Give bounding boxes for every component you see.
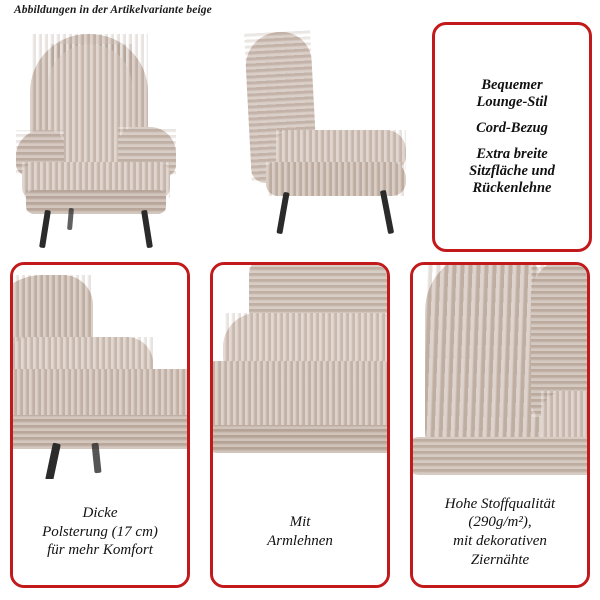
photo-detail-seat — [13, 265, 187, 479]
feature-item-2-line-0: Extra breite — [476, 146, 548, 162]
feature-item-1-line-0: Cord-Bezug — [476, 120, 548, 137]
feature-item-2-line-1: Sitzfläche und — [469, 162, 555, 179]
chair-leg — [380, 190, 394, 234]
caption-line: Dicke — [82, 504, 118, 521]
page-title: Abbildungen in der Artikelvariante beige — [14, 4, 212, 16]
photo-detail-back — [413, 265, 587, 479]
detail-arm-illustration — [213, 265, 387, 479]
panel-mit-armlehnen — [210, 262, 390, 588]
caption-dicke-polsterung — [13, 479, 187, 585]
caption-line: Armlehnen — [267, 533, 333, 549]
feature-item-0-line-1: Lounge-Stil — [476, 94, 548, 111]
panel-hohe-stoffqualitaet — [410, 262, 590, 588]
photo-side-view — [218, 22, 423, 252]
feature-item-0-line-0: Bequemer — [481, 77, 543, 94]
chair-side-illustration — [218, 22, 423, 252]
caption-hohe-stoffqualitaet — [413, 479, 587, 585]
chair-leg — [141, 210, 153, 248]
detail-back-illustration — [413, 265, 587, 479]
photo-detail-arm — [213, 265, 387, 479]
chair-leg — [39, 210, 51, 248]
photo-front-view — [8, 22, 213, 252]
panel-dicke-polsterung — [10, 262, 190, 588]
chair-leg — [276, 192, 289, 234]
caption-line: Hohe Stoffqualität — [444, 495, 556, 512]
chair-leg — [67, 208, 74, 230]
feature-item-2-line-2: Rückenlehne — [472, 179, 552, 196]
features-panel — [432, 22, 592, 252]
caption-mit-armlehnen — [213, 479, 387, 585]
caption-line: für mehr Komfort — [47, 542, 153, 559]
detail-seat-illustration — [13, 265, 187, 479]
caption-line: Mit — [289, 514, 311, 531]
chair-front-illustration — [8, 22, 213, 252]
caption-line: (290g/m²), — [468, 514, 532, 531]
caption-line: mit dekorativen — [453, 533, 547, 549]
caption-line: Polsterung (17 cm) — [42, 523, 158, 540]
caption-line: Ziernähte — [470, 551, 530, 568]
